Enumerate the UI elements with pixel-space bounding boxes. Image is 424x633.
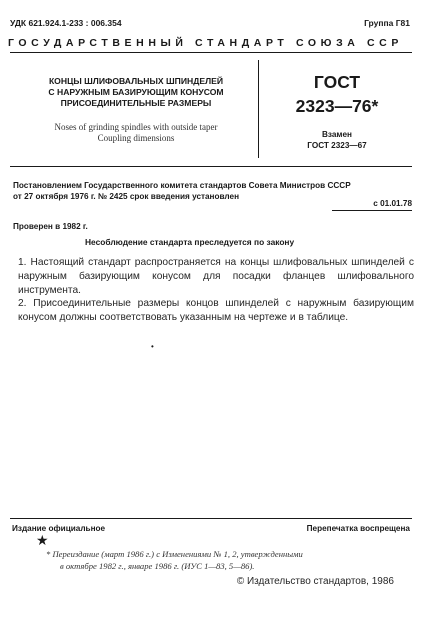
effective-date-underline bbox=[332, 210, 412, 211]
replaced-standard: ГОСТ 2323—67 bbox=[307, 141, 367, 150]
stray-mark: • bbox=[151, 342, 154, 351]
standard-title-ru bbox=[20, 76, 252, 109]
reedition-note bbox=[46, 548, 376, 572]
gost-label: ГОСТ bbox=[313, 72, 361, 92]
official-edition: Издание официальное bbox=[12, 524, 106, 533]
state-standard-heading: ГОСУДАРСТВЕННЫЙ СТАНДАРТ СОЮЗА ССР bbox=[8, 37, 403, 49]
group-code: Группа Г81 bbox=[364, 18, 410, 28]
top-divider bbox=[10, 52, 412, 53]
decree-text bbox=[13, 180, 415, 202]
paragraph-1: 1. Настоящий стандарт распространяется на концы шлифовальных шпинделей с наружным базирующим конусом для посадки фланцев шлифовального инструмента. bbox=[18, 257, 414, 296]
paragraph-2: 2. Присоединительные размеры концов шпинделей с наружным базирующим конусом должны соответствовать указанным на чертеже и в таблице. bbox=[18, 298, 414, 323]
decree-line: от 27 октября 1976 г. № 2425 срок введения установлен bbox=[13, 192, 240, 201]
title-en-line: Noses of grinding spindles with outside taper bbox=[54, 122, 218, 132]
reedition-line: в октябре 1982 г., январе 1986 г. (ИУС 1—83, 5—86). bbox=[60, 561, 255, 571]
title-en-line: Coupling dimensions bbox=[97, 133, 175, 143]
title-ru-line: ПРИСОЕДИНИТЕЛЬНЫЕ РАЗМЕРЫ bbox=[60, 98, 212, 108]
checked-note: Проверен в 1982 г. bbox=[13, 222, 88, 231]
udk-code: УДК 621.924.1-233 : 006.354 bbox=[10, 18, 122, 28]
effective-date: с 01.01.78 bbox=[373, 199, 412, 208]
title-column-divider bbox=[258, 60, 259, 158]
replace-label: Взамен bbox=[322, 130, 352, 139]
gost-number: 2323—76* bbox=[295, 96, 379, 116]
copyright: © Издательство стандартов, 1986 bbox=[236, 576, 394, 587]
law-notice: Несоблюдение стандарта преследуется по закону bbox=[85, 237, 295, 247]
reprint-prohibited: Перепечатка воспрещена bbox=[306, 524, 410, 533]
title-ru-line: С НАРУЖНЫМ БАЗИРУЮЩИМ КОНУСОМ bbox=[48, 87, 224, 97]
gost-number-block bbox=[262, 70, 412, 118]
title-ru-line: КОНЦЫ ШЛИФОВАЛЬНЫХ ШПИНДЕЛЕЙ bbox=[48, 76, 224, 86]
decree-line: Постановлением Государственного комитета стандартов Совета Министров СССР bbox=[13, 181, 351, 190]
standard-title-en bbox=[20, 122, 252, 144]
reedition-line: * Переиздание (март 1986 г.) с Изменениями № 1, 2, утвержденными bbox=[46, 549, 303, 559]
star-icon: ★ bbox=[36, 532, 49, 548]
header-bottom-divider bbox=[10, 166, 412, 167]
footer-divider bbox=[10, 518, 412, 519]
